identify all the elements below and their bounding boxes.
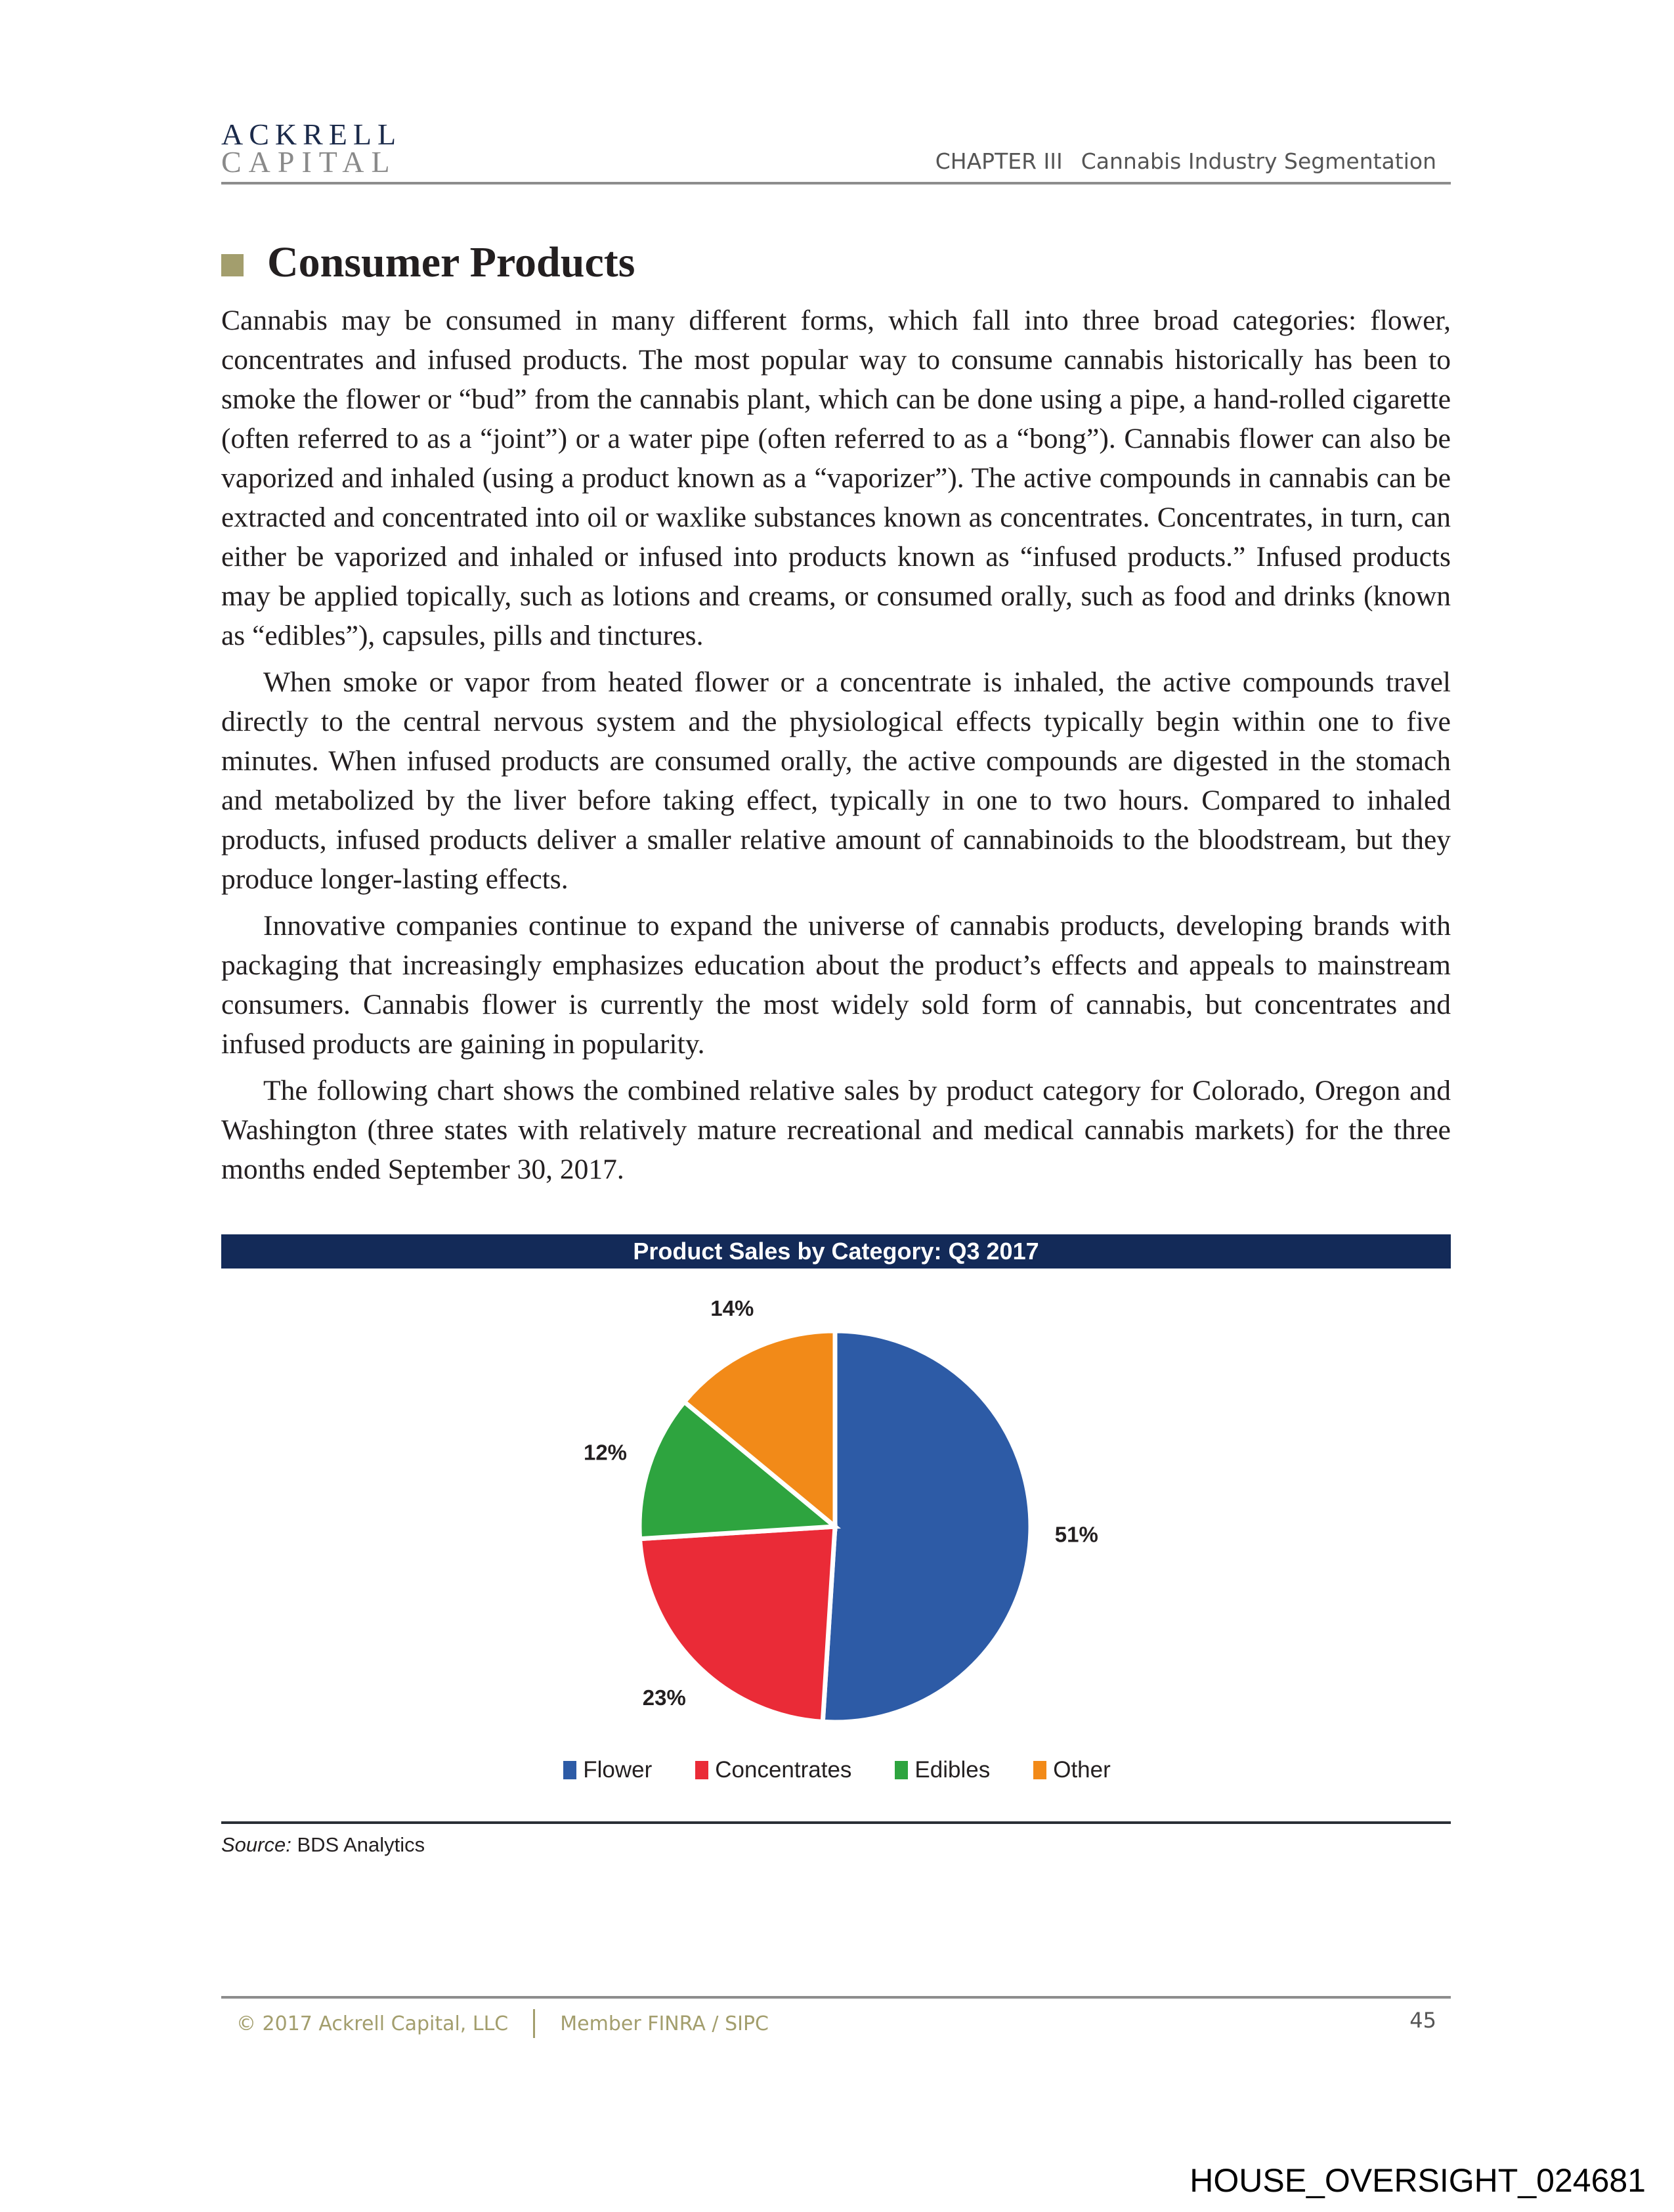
legend-label: Edibles — [914, 1757, 991, 1783]
section-title: Consumer Products — [267, 238, 635, 286]
chart-bottom-rule — [221, 1821, 1451, 1824]
legend-swatch — [895, 1761, 908, 1779]
chart-title: Product Sales by Category: Q3 2017 — [221, 1234, 1451, 1269]
data-label-flower: 51% — [1054, 1522, 1098, 1547]
footer — [236, 2009, 769, 2038]
bates-stamp: HOUSE_OVERSIGHT_024681 — [1190, 2162, 1646, 2199]
legend-item-other — [1033, 1757, 1111, 1783]
paragraph: Innovative companies continue to expand the universe of cannabis products, developing brands with packaging that increasingly emphasizes education about the product’s effects and appeals to mainstream consumers. Cannabis flower is currently the most widely sold form of cannabis, but concentrates and infused products are gaining in popularity. — [221, 910, 1451, 1060]
footer-rule — [221, 1996, 1451, 1999]
paragraph: The following chart shows the combined relative sales by product category for Colorado, Oregon and Washington (three states with relatively mature recreational and medical cannabis markets) for the three months ended September 30, 2017. — [221, 1075, 1451, 1185]
legend-swatch — [563, 1761, 576, 1779]
paragraph: Cannabis may be consumed in many different forms, which fall into three broad categories: flower, concentrates and infused products. The most popular way to consume cannabis historically has been to smoke the flower or “bud” from the cannabis plant, which can be done using a pipe, a hand-rolled cigarette (often referred to as a “joint”) or a water pipe (often referred to as a “bong”). Cannabis flower can also be vaporized and inhaled (using a product known as a “vaporizer”). The active compounds in cannabis can be extracted and concentrated into oil or waxlike substances known as concentrates. Concentrates, in turn, can either be vaporized and inhaled or infused into products known as “infused products.” Infused products may be applied topically, such as lotions and creams, or consumed orally, such as food and drinks (known as “edibles”), capsules, pills and tinctures. — [221, 305, 1451, 651]
logo-line-1: ACKRELL — [221, 118, 402, 151]
logo-line-2: CAPITAL — [221, 145, 397, 179]
paragraph: When smoke or vapor from heated flower or a concentrate is inhaled, the active compounds travel directly to the central nervous system and the physiological effects typically begin within one to five minutes. When infused products are consumed orally, the active compounds are digested in the stomach and metabolized by the liver before taking effect, typically in one to two hours. Compared to inhaled products, infused products deliver a smaller relative amount of cannabinoids to the bloodstream, but they produce longer-lasting effects. — [221, 666, 1451, 895]
chapter-number: CHAPTER III — [935, 148, 1063, 174]
page-number: 45 — [1409, 2008, 1436, 2033]
chart-legend — [0, 1757, 1674, 1783]
chapter-title: Cannabis Industry Segmentation — [1081, 148, 1436, 174]
source-label: Source: — [221, 1833, 291, 1856]
legend-label: Flower — [583, 1757, 653, 1783]
member-finra: Member FINRA / SIPC — [560, 2012, 769, 2035]
legend-label: Concentrates — [715, 1757, 852, 1783]
legend-swatch — [1033, 1761, 1046, 1779]
chart-source — [221, 1833, 425, 1857]
pie-slice-flower — [823, 1331, 1031, 1722]
footer-divider — [533, 2009, 535, 2038]
source-value: BDS Analytics — [297, 1833, 425, 1856]
legend-item-edibles — [895, 1757, 990, 1783]
legend-swatch — [695, 1761, 708, 1779]
legend-label: Other — [1053, 1757, 1111, 1783]
data-label-edibles: 12% — [583, 1440, 628, 1465]
copyright: © 2017 Ackrell Capital, LLC — [236, 2012, 509, 2035]
legend-item-flower — [563, 1757, 652, 1783]
data-label-other: 14% — [710, 1296, 754, 1321]
legend-item-concentrates — [695, 1757, 851, 1783]
data-label-concentrates: 23% — [642, 1685, 686, 1710]
